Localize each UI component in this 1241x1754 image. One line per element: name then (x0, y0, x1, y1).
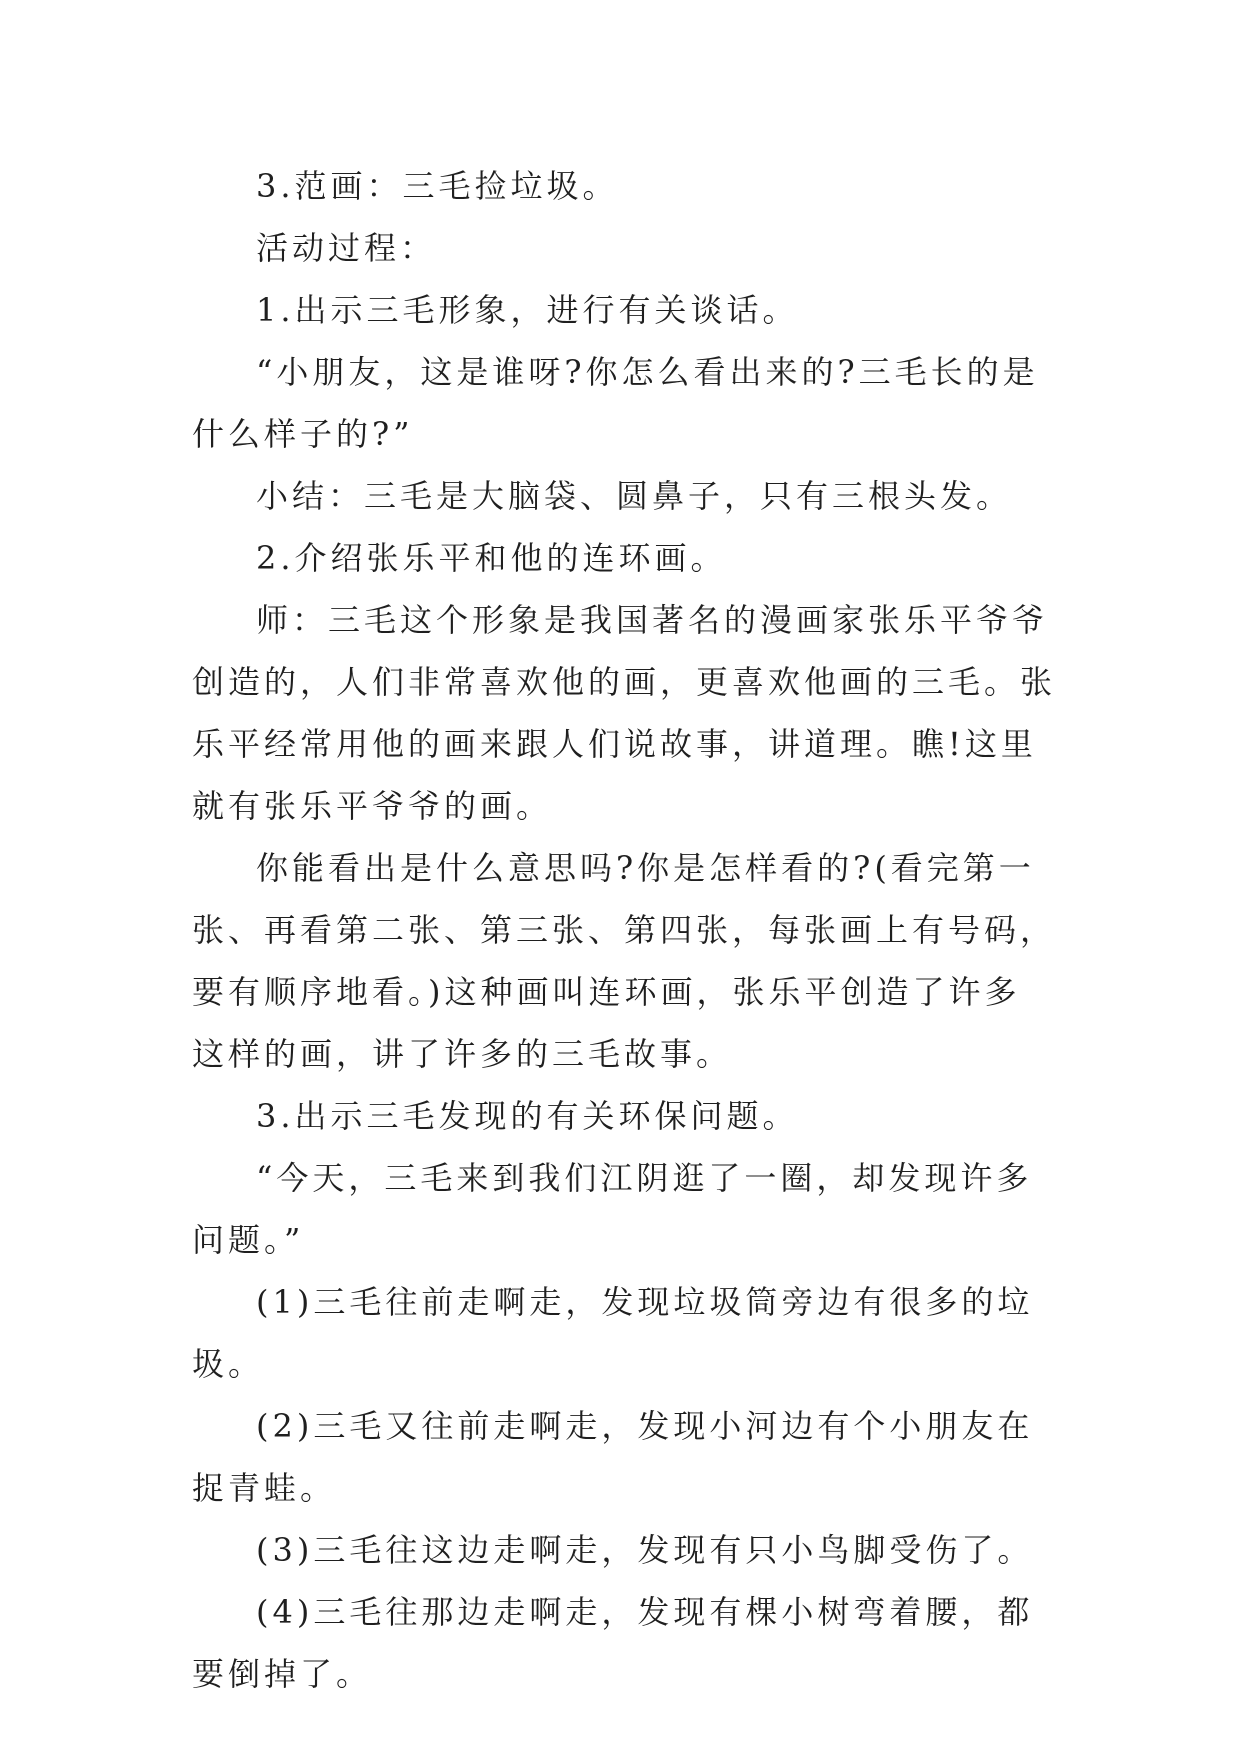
paragraph-material-3: 3.范画：三毛捡垃圾。 (256, 167, 619, 205)
paragraph-item-2: (2)三毛又往前走啊走，发现小河边有个小朋友在捉青蛙。 (192, 1407, 1034, 1507)
paragraph-activity-process-heading: 活动过程： (256, 229, 437, 267)
paragraph-item-4: (4)三毛往那边走啊走，发现有棵小树弯着腰，都要倒掉了。 (192, 1593, 1034, 1693)
document-body (192, 155, 1056, 1705)
paragraph-teacher-intro: 师：三毛这个形象是我国著名的漫画家张乐平爷爷创造的，人们非常喜欢他的画，更喜欢他画的三毛。张乐平经常用他的画来跟人们说故事，讲道理。瞧!这里就有张乐平爷爷的画。 (192, 601, 1057, 825)
paragraph-item-3: (3)三毛往这边走啊走，发现有只小鸟脚受伤了。 (256, 1531, 1034, 1569)
paragraph-today-quote: “今天，三毛来到我们江阴逛了一圈，却发现许多问题。” (192, 1159, 1033, 1259)
paragraph-step-2: 2.介绍张乐平和他的连环画。 (256, 539, 727, 577)
paragraph-summary: 小结：三毛是大脑袋、圆鼻子，只有三根头发。 (256, 477, 1013, 515)
paragraph-step-1: 1.出示三毛形象，进行有关谈话。 (256, 291, 799, 329)
paragraph-question-quote: “小朋友，这是谁呀?你怎么看出来的?三毛长的是什么样子的?” (192, 353, 1039, 453)
paragraph-item-1: (1)三毛往前走啊走，发现垃圾筒旁边有很多的垃圾。 (192, 1283, 1034, 1383)
paragraph-step-3: 3.出示三毛发现的有关环保问题。 (256, 1097, 799, 1135)
paragraph-comic-explanation: 你能看出是什么意思吗?你是怎样看的?(看完第一张、再看第二张、第三张、第四张，每张画上有号码，要有顺序地看。)这种画叫连环画，张乐平创造了许多这样的画，讲了许多的三毛故事。 (192, 849, 1057, 1073)
